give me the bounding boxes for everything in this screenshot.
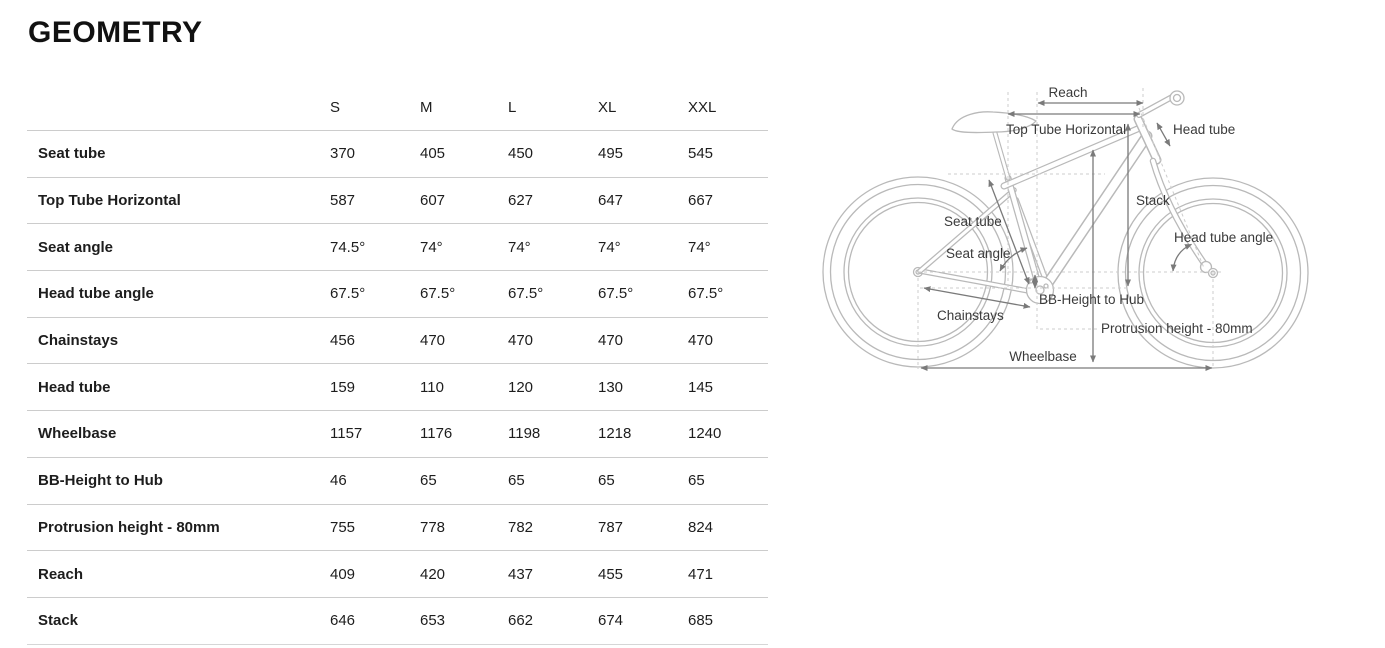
table-row-head-tube-angle: [27, 271, 768, 318]
row-label: Top Tube Horizontal: [27, 177, 330, 224]
geometry-value: 667: [688, 177, 768, 224]
diagram-label-reach: Reach: [1048, 85, 1088, 100]
diagram-label-chainstays: Chainstays: [937, 308, 1004, 323]
geometry-value: 450: [508, 131, 598, 178]
geometry-value: 470: [420, 317, 508, 364]
geometry-value: 646: [330, 597, 420, 644]
table-row-seat-angle: [27, 224, 768, 271]
table-row-reach: [27, 551, 768, 598]
table-row-head-tube: [27, 364, 768, 411]
geometry-value: 545: [688, 131, 768, 178]
geometry-value: 607: [420, 177, 508, 224]
geometry-value: 455: [598, 551, 688, 598]
bike-geometry-diagram: [808, 78, 1375, 384]
geometry-value: 437: [508, 551, 598, 598]
head-tube-arrow: [1157, 123, 1170, 146]
geometry-value: 67.5°: [598, 271, 688, 318]
geometry-value: 471: [688, 551, 768, 598]
geometry-value: 470: [598, 317, 688, 364]
diagram-label-protrusion-height: Protrusion height - 80mm: [1101, 321, 1253, 336]
geometry-value: 67.5°: [508, 271, 598, 318]
diagram-label-seat-tube: Seat tube: [944, 214, 1002, 229]
table-row-seat-tube: [27, 131, 768, 178]
geometry-value: 787: [598, 504, 688, 551]
geometry-value: 145: [688, 364, 768, 411]
row-label: Stack: [27, 597, 330, 644]
geometry-value: 755: [330, 504, 420, 551]
geometry-value: 159: [330, 364, 420, 411]
row-label: Protrusion height - 80mm: [27, 504, 330, 551]
geometry-value: 405: [420, 131, 508, 178]
geometry-value: 674: [598, 597, 688, 644]
geometry-value: 74°: [508, 224, 598, 271]
table-row-chainstays: [27, 317, 768, 364]
geometry-value: 1240: [688, 411, 768, 458]
size-header-xxl: XXL: [688, 99, 717, 116]
geometry-value: 1157: [330, 411, 420, 458]
size-header-row: [27, 85, 768, 131]
empty-header-cell: [27, 85, 330, 131]
table-row-bb-height-to-hub: [27, 457, 768, 504]
geometry-value: 74°: [420, 224, 508, 271]
diagram-label-top-tube-horizontal: Top Tube Horizontal: [1006, 122, 1127, 137]
diagram-label-head-tube-angle: Head tube angle: [1174, 230, 1274, 245]
geometry-value: 1198: [508, 411, 598, 458]
row-label: Wheelbase: [27, 411, 330, 458]
geometry-value: 653: [420, 597, 508, 644]
row-label: Head tube: [27, 364, 330, 411]
geometry-value: 662: [508, 597, 598, 644]
geometry-value: 470: [508, 317, 598, 364]
head-tube-angle-arc: [1173, 244, 1192, 271]
row-label: BB-Height to Hub: [27, 457, 330, 504]
geometry-value: 65: [598, 457, 688, 504]
geometry-value: 74.5°: [330, 224, 420, 271]
geometry-value: 495: [598, 131, 688, 178]
geometry-value: 46: [330, 457, 420, 504]
row-label: Reach: [27, 551, 330, 598]
geometry-value: 74°: [688, 224, 768, 271]
geometry-value: 65: [420, 457, 508, 504]
geometry-value: 420: [420, 551, 508, 598]
geometry-value: 1218: [598, 411, 688, 458]
geometry-value: 782: [508, 504, 598, 551]
geometry-table: [27, 85, 768, 645]
geometry-value: 370: [330, 131, 420, 178]
geometry-value: 67.5°: [688, 271, 768, 318]
row-label: Head tube angle: [27, 271, 330, 318]
geometry-value: 647: [598, 177, 688, 224]
diagram-label-stack: Stack: [1136, 193, 1170, 208]
geometry-value: 456: [330, 317, 420, 364]
row-label: Chainstays: [27, 317, 330, 364]
diagram-label-head-tube: Head tube: [1173, 122, 1236, 137]
table-row-stack: [27, 597, 768, 644]
geometry-value: 627: [508, 177, 598, 224]
diagram-label-bb-height-to-hub: BB-Height to Hub: [1039, 292, 1145, 307]
geometry-value: 110: [420, 364, 508, 411]
geometry-value: 67.5°: [330, 271, 420, 318]
table-row-top-tube-horizontal: [27, 177, 768, 224]
geometry-value: 120: [508, 364, 598, 411]
geometry-value: 778: [420, 504, 508, 551]
geometry-value: 65: [508, 457, 598, 504]
geometry-value: 65: [688, 457, 768, 504]
table-row-protrusion-height: [27, 504, 768, 551]
geometry-value: 74°: [598, 224, 688, 271]
page-title: GEOMETRY: [28, 16, 203, 49]
row-label: Seat angle: [27, 224, 330, 271]
size-header-s: S: [330, 99, 341, 116]
row-label: Seat tube: [27, 131, 330, 178]
frame: [920, 119, 1157, 292]
geometry-value: 409: [330, 551, 420, 598]
geometry-value: 587: [330, 177, 420, 224]
size-header-m: M: [420, 99, 433, 116]
geometry-value: 470: [688, 317, 768, 364]
handlebar: [1139, 91, 1184, 115]
geometry-value: 130: [598, 364, 688, 411]
geometry-value: 67.5°: [420, 271, 508, 318]
size-header-l: L: [508, 99, 517, 116]
table-row-wheelbase: [27, 411, 768, 458]
geometry-value: 685: [688, 597, 768, 644]
size-header-xl: XL: [598, 99, 617, 116]
geometry-value: 1176: [420, 411, 508, 458]
geometry-value: 824: [688, 504, 768, 551]
diagram-label-seat-angle: Seat angle: [946, 246, 1011, 261]
diagram-label-wheelbase: Wheelbase: [1009, 349, 1077, 364]
